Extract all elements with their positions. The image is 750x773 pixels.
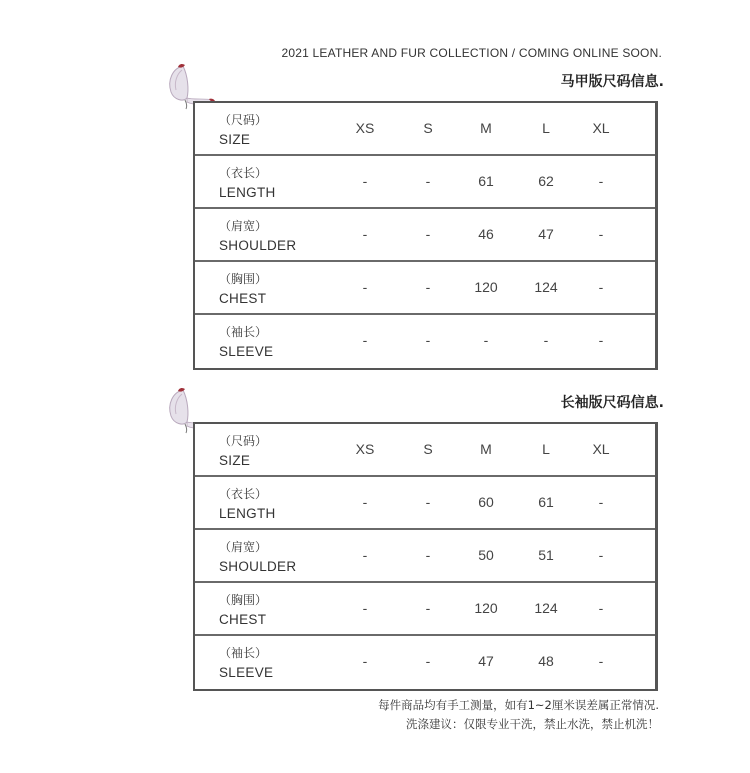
table-row-sleeve <box>195 636 655 689</box>
table-cell: 60 <box>478 494 494 510</box>
column-header-xs: XS <box>355 120 375 136</box>
table-cell: - <box>598 494 604 510</box>
size-row-label <box>219 432 267 470</box>
table-cell: - <box>598 279 604 295</box>
table-cell: - <box>425 600 431 616</box>
long-sleeve-size-table <box>193 422 658 691</box>
row-label <box>219 270 267 308</box>
table-cell: - <box>598 653 604 669</box>
column-header-l: L <box>542 441 550 457</box>
table-cell: 48 <box>538 653 554 669</box>
row-label-cn: （袖长） <box>219 646 268 660</box>
column-header-xl: XL <box>592 441 610 457</box>
table-cell: - <box>598 332 604 348</box>
table-cell: 47 <box>478 653 494 669</box>
table-cell: 61 <box>478 173 494 189</box>
row-label <box>219 164 276 202</box>
row-label-cn: （衣长） <box>219 487 268 501</box>
table-cell: - <box>598 226 604 242</box>
vest-size-title: 马甲版尺码信息. <box>560 74 664 90</box>
table-row-shoulder <box>195 209 655 262</box>
table-cell: - <box>362 494 368 510</box>
table-cell: - <box>425 653 431 669</box>
table-cell: - <box>362 332 368 348</box>
size-label-cn: （尺码） <box>219 434 268 448</box>
row-label <box>219 538 296 576</box>
table-row-length <box>195 156 655 209</box>
row-label <box>219 217 296 255</box>
row-label-cn: （胸围） <box>219 272 268 286</box>
table-cell: 120 <box>474 600 498 616</box>
table-cell: 124 <box>534 279 558 295</box>
table-cell: - <box>425 173 431 189</box>
size-label-cn: （尺码） <box>219 113 268 127</box>
table-cell: - <box>598 173 604 189</box>
size-label-en: SIZE <box>219 132 251 147</box>
row-label-en: SLEEVE <box>219 344 274 359</box>
table-header-row <box>195 103 655 156</box>
table-cell: 120 <box>474 279 498 295</box>
row-label-en: SHOULDER <box>219 559 297 574</box>
row-label-en: SHOULDER <box>219 238 297 253</box>
table-cell: - <box>543 332 549 348</box>
table-cell: 124 <box>534 600 558 616</box>
measurement-note: 每件商品均有手工测量，如有1~2厘米误差属正常情况. <box>378 698 659 712</box>
table-cell: - <box>362 226 368 242</box>
row-label <box>219 644 273 682</box>
table-cell: - <box>598 600 604 616</box>
row-label-cn: （衣长） <box>219 166 268 180</box>
table-row-chest <box>195 583 655 636</box>
row-label-cn: （肩宽） <box>219 219 268 233</box>
row-label <box>219 485 276 523</box>
column-header-xl: XL <box>592 120 610 136</box>
row-label-en: LENGTH <box>219 506 276 521</box>
long-sleeve-size-title: 长袖版尺码信息. <box>560 395 664 411</box>
column-header-s: S <box>423 441 433 457</box>
table-cell: 61 <box>538 494 554 510</box>
table-cell: - <box>362 279 368 295</box>
size-row-label <box>219 111 267 149</box>
table-cell: - <box>362 653 368 669</box>
table-row-chest <box>195 262 655 315</box>
table-cell: - <box>362 173 368 189</box>
collection-header: 2021 LEATHER AND FUR COLLECTION / COMING ONLINE SOON. <box>281 46 662 60</box>
table-cell: 50 <box>478 547 494 563</box>
table-cell: - <box>425 494 431 510</box>
row-label <box>219 323 273 361</box>
column-header-xs: XS <box>355 441 375 457</box>
size-label-en: SIZE <box>219 453 251 468</box>
table-cell: - <box>483 332 489 348</box>
table-cell: - <box>425 547 431 563</box>
table-row-sleeve <box>195 315 655 368</box>
table-cell: - <box>425 279 431 295</box>
row-label-cn: （肩宽） <box>219 540 268 554</box>
row-label-cn: （胸围） <box>219 593 268 607</box>
washing-note: 洗涤建议：仅限专业干洗，禁止水洗，禁止机洗！ <box>406 717 659 731</box>
table-row-length <box>195 477 655 530</box>
table-header-row <box>195 424 655 477</box>
table-cell: 51 <box>538 547 554 563</box>
row-label-cn: （袖长） <box>219 325 268 339</box>
table-cell: - <box>362 547 368 563</box>
row-label-en: SLEEVE <box>219 665 274 680</box>
table-cell: - <box>598 547 604 563</box>
vest-size-table <box>193 101 658 370</box>
row-label <box>219 591 267 629</box>
table-cell: 47 <box>538 226 554 242</box>
table-cell: - <box>425 226 431 242</box>
row-label-en: CHEST <box>219 291 267 306</box>
table-cell: - <box>362 600 368 616</box>
row-label-en: CHEST <box>219 612 267 627</box>
column-header-s: S <box>423 120 433 136</box>
column-header-m: M <box>480 441 492 457</box>
table-cell: - <box>425 332 431 348</box>
column-header-l: L <box>542 120 550 136</box>
column-header-m: M <box>480 120 492 136</box>
table-cell: 46 <box>478 226 494 242</box>
table-cell: 62 <box>538 173 554 189</box>
row-label-en: LENGTH <box>219 185 276 200</box>
table-row-shoulder <box>195 530 655 583</box>
